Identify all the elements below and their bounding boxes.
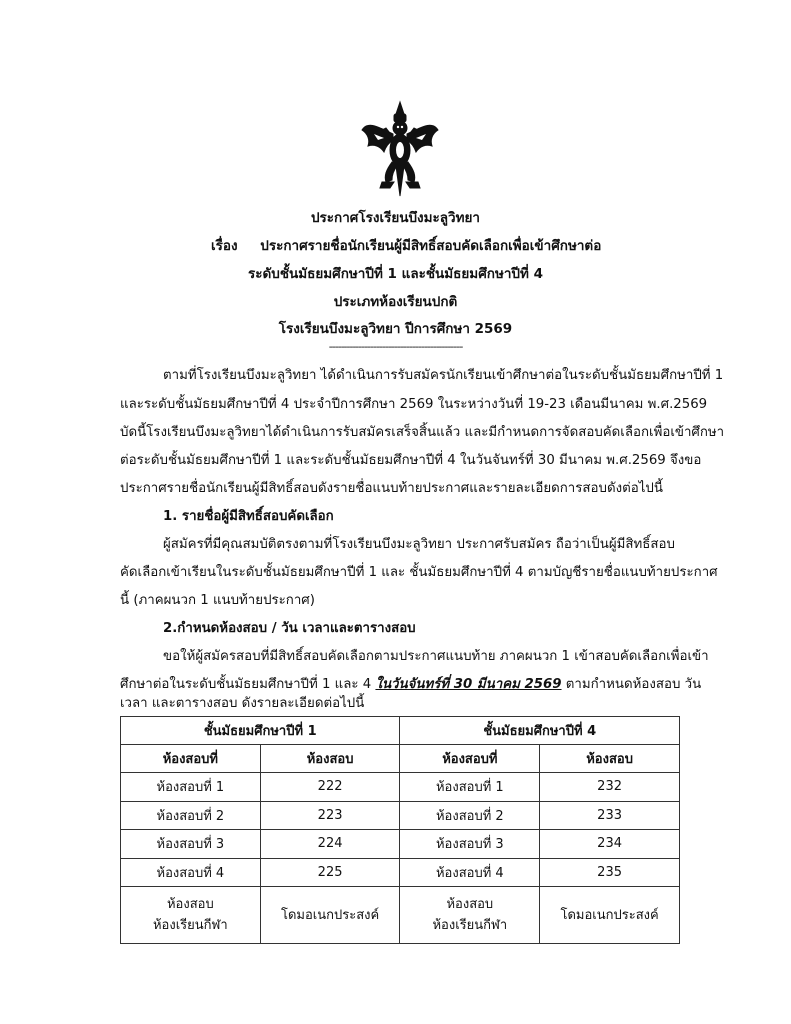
m4-sport-room-no [400,887,540,944]
m1-sport-room-no [121,887,261,944]
intro-line-2: และระดับชั้นมัธยมศึกษาปีที่ 4 ประจำปีการศึกษา 2569 ในระหว่างวันที่ 19-23 เดือนมีนาคม พ.ศ.2569 [120,397,708,412]
m4-sport-room-no-line-2: ห้องเรียนกีฬา [432,918,508,933]
section-2-line-3: เวลา และตารางสอบ ดังรายละเอียดต่อไปนี้ [120,696,365,711]
m4-exam-room: 233 [540,801,680,830]
announcement-type: ประเภทห้องเรียนปกติ [333,294,458,310]
section-1-line-1: ผู้สมัครที่มีคุณสมบัติตรงตามที่โรงเรียนบึงมะลูวิทยา ประกาศรับสมัคร ถือว่าเป็นผู้มีสิทธิ์สอบ [163,537,675,552]
m1-exam-room-no: ห้องสอบที่ 3 [121,830,261,859]
m1-exam-room-no: ห้องสอบที่ 1 [121,773,261,802]
section-2-line-2-post: ตามกำหนดห้องสอบ วัน [561,677,702,692]
garuda-emblem-icon [360,100,440,198]
m1-sport-room: โดมอเนกประสงค์ [260,887,400,944]
m1-exam-room: 223 [260,801,400,830]
section-2-line-2-pre: ศึกษาต่อในระดับชั้นมัธยมศึกษาปีที่ 1 และ 4 [120,677,376,692]
header-separator: --------------------------------------------- [328,340,463,353]
group-header-m1: ชั้นมัธยมศึกษาปีที่ 1 [121,717,400,745]
section-1-line-3: นี้ (ภาคผนวก 1 แนบท้ายประกาศ) [120,593,315,608]
col-header-m1-exam-room-no: ห้องสอบที่ [121,745,261,773]
m4-exam-room: 232 [540,773,680,802]
m4-sport-room-no-line-1: ห้องสอบ [446,897,494,912]
m4-exam-room: 234 [540,830,680,859]
announcement-level: ระดับชั้นมัธยมศึกษาปีที่ 1 และชั้นมัธยมศึกษาปีที่ 4 [247,266,543,282]
table-row [121,773,680,802]
section-1-heading: 1. รายชื่อผู้มีสิทธิ์สอบคัดเลือก [163,509,334,524]
subject-label: เรื่อง [211,238,238,254]
m1-exam-room-no: ห้องสอบที่ 4 [121,858,261,887]
m1-sport-room-no-line-2: ห้องเรียนกีฬา [152,918,228,933]
table-column-header-row [121,745,680,773]
intro-line-3: บัดนี้โรงเรียนบึงมะลูวิทยาได้ดำเนินการรับสมัครเสร็จสิ้นแล้ว และมีกำหนดการจัดสอบคัดเลือกเพื่อเข้าศึกษา [120,425,725,440]
col-header-m1-exam-room: ห้องสอบ [260,745,400,773]
m4-exam-room-no: ห้องสอบที่ 1 [400,773,540,802]
announcement-subject-line [211,234,601,256]
section-1-line-2: คัดเลือกเข้าเรียนในระดับชั้นมัธยมศึกษาปีที่ 1 และ ชั้นมัธยมศึกษาปีที่ 4 ตามบัญชีรายชื่อแนบท้ายประกาศ [120,565,718,580]
table-row [121,830,680,859]
m1-exam-room: 222 [260,773,400,802]
announcement-school-year: โรงเรียนบึงมะลูวิทยา ปีการศึกษา 2569 [278,321,513,337]
table-row [121,801,680,830]
section-2-line-2 [120,675,701,695]
section-2-heading: 2.กำหนดห้องสอบ / วัน เวลาและตารางสอบ [163,621,416,636]
announcement-title: ประกาศโรงเรียนบึงมะลูวิทยา [310,210,481,226]
m4-exam-room-no: ห้องสอบที่ 3 [400,830,540,859]
intro-line-4: ต่อระดับชั้นมัธยมศึกษาปีที่ 1 และระดับชั้นมัธยมศึกษาปีที่ 4 ในวันจันทร์ที่ 30 มีนาคม พ.ศ.2569 จึงขอ [120,453,702,468]
intro-line-1: ตามที่โรงเรียนบึงมะลูวิทยา ได้ดำเนินการรับสมัครนักเรียนเข้าศึกษาต่อในระดับชั้นมัธยมศึกษาปีที่ 1 [163,368,724,383]
table-group-header-row [121,717,680,745]
m1-exam-room: 224 [260,830,400,859]
exam-date-emphasis: ในวันจันทร์ที่ 30 มีนาคม 2569 [375,677,562,692]
m4-sport-room: โดมอเนกประสงค์ [540,887,680,944]
subject-text: ประกาศรายชื่อนักเรียนผู้มีสิทธิ์สอบคัดเลือกเพื่อเข้าศึกษาต่อ [260,238,602,254]
m4-exam-room-no: ห้องสอบที่ 2 [400,801,540,830]
m4-exam-room: 235 [540,858,680,887]
intro-line-5: ประกาศรายชื่อนักเรียนผู้มีสิทธิ์สอบดังรายชื่อแนบท้ายประกาศและรายละเอียดการสอบดังต่อไปนี้ [120,481,663,496]
table-row [121,858,680,887]
m4-exam-room-no: ห้องสอบที่ 4 [400,858,540,887]
table-row [121,887,680,944]
m1-exam-room-no: ห้องสอบที่ 2 [121,801,261,830]
section-2-line-1: ขอให้ผู้สมัครสอบที่มีสิทธิ์สอบคัดเลือกตามประกาศแนบท้าย ภาคผนวก 1 เข้าสอบคัดเลือกเพื่อเข้า [163,649,709,664]
m1-sport-room-no-line-1: ห้องสอบ [166,897,214,912]
m1-exam-room: 225 [260,858,400,887]
col-header-m4-exam-room: ห้องสอบ [540,745,680,773]
col-header-m4-exam-room-no: ห้องสอบที่ [400,745,540,773]
exam-room-table [120,716,680,944]
group-header-m4: ชั้นมัธยมศึกษาปีที่ 4 [400,717,680,745]
